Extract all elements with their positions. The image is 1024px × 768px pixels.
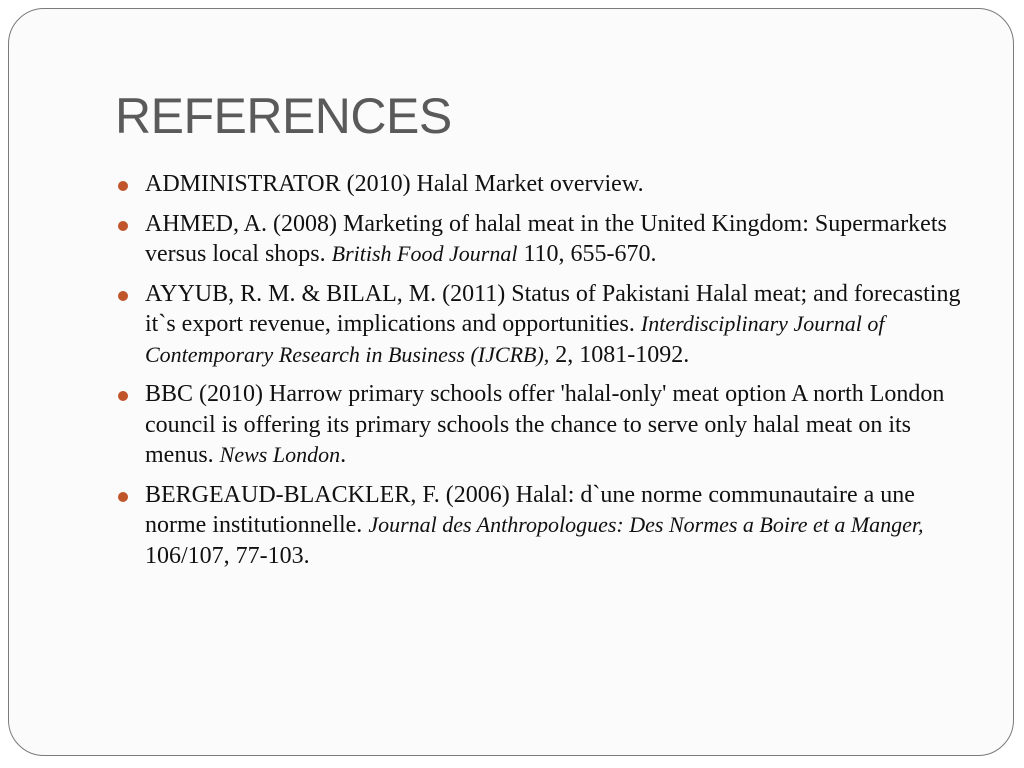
reference-text: ADMINISTRATOR (2010) Halal Market overview. — [145, 171, 644, 197]
reference-item — [115, 169, 975, 200]
reference-details: 110, 655-670. — [517, 241, 657, 267]
reference-item — [115, 209, 975, 270]
reference-journal: News London — [219, 442, 341, 467]
reference-item — [115, 279, 975, 371]
reference-text: AYYUB, R. M. & BILAL, M. (2011) Status of Pakistani Halal meat; and forecasting it`s export revenue, implications and opportunities. — [145, 280, 961, 337]
reference-journal: British Food Journal — [331, 241, 518, 266]
reference-details: 106/107, 77-103. — [145, 542, 310, 569]
bullet-icon — [118, 291, 128, 301]
reference-text: AHMED, A. (2008) Marketing of halal meat in the United Kingdom: Supermarkets versus local shops. — [145, 210, 947, 267]
reference-journal: Journal des Anthropologues: Des Normes a Boire et a Manger, — [368, 512, 924, 537]
reference-item — [115, 480, 975, 572]
reference-item — [115, 379, 975, 471]
reference-text: BERGEAUD-BLACKLER, F. (2006) Halal: d`une norme communautaire a une norme institutionnelle. — [145, 481, 915, 538]
bullet-icon — [118, 391, 128, 401]
bullet-icon — [118, 181, 128, 191]
reference-journal: Interdisciplinary Journal of Contemporary Research in Business (IJCRB), — [145, 311, 885, 367]
reference-list — [115, 169, 975, 580]
reference-text: BBC (2010) Harrow primary schools offer 'halal-only' meat option A north London council is offering its primary schools the chance to serve only halal meat on its menus. — [145, 381, 945, 468]
bullet-icon — [118, 492, 128, 502]
reference-details: . — [340, 442, 347, 468]
slide-frame — [8, 8, 1014, 756]
bullet-icon — [118, 221, 128, 231]
reference-details: 2, 1081-1092. — [549, 341, 690, 368]
slide-title: REFERENCES — [115, 88, 452, 144]
